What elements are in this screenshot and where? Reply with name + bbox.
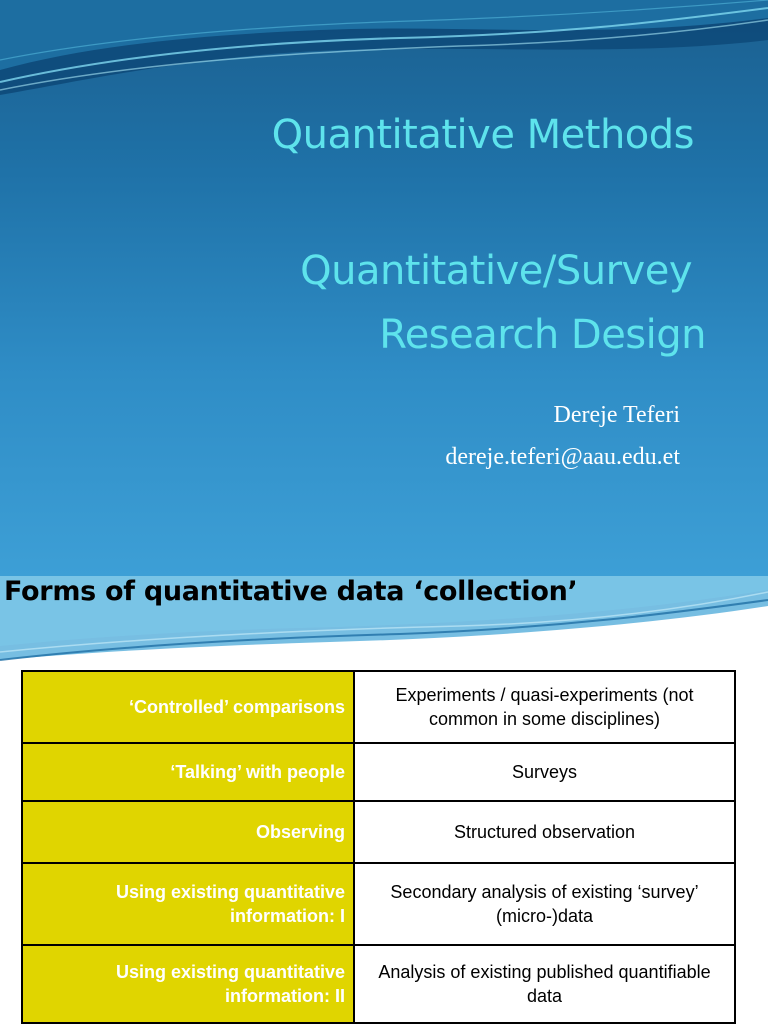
description-cell: Analysis of existing published quantifiable data: [354, 945, 735, 1023]
description-cell: Structured observation: [354, 801, 735, 863]
description-cell: Surveys: [354, 743, 735, 801]
table-row: [22, 671, 735, 743]
table-row: [22, 743, 735, 801]
category-cell: Using existing quantitative information: II: [22, 945, 354, 1023]
collection-forms-table: [21, 670, 736, 1024]
category-cell: Using existing quantitative information: I: [22, 863, 354, 945]
content-slide-title: Forms of quantitative data ‘collection’: [4, 576, 578, 607]
slide-subtitle-line2: Research Design: [379, 312, 706, 358]
table-row: [22, 945, 735, 1023]
author-name: Dereje Teferi: [553, 402, 680, 428]
description-cell: Secondary analysis of existing ‘survey’ (micro-)data: [354, 863, 735, 945]
category-cell: ‘Talking’ with people: [22, 743, 354, 801]
description-cell: Experiments / quasi-experiments (not common in some disciplines): [354, 671, 735, 743]
author-email: dereje.teferi@aau.edu.et: [445, 444, 680, 470]
decorative-wave-top: [0, 0, 768, 110]
category-cell: ‘Controlled’ comparisons: [22, 671, 354, 743]
slide-subtitle-line1: Quantitative/Survey: [300, 248, 692, 294]
table-row: [22, 801, 735, 863]
table-row: [22, 863, 735, 945]
slide-title: Quantitative Methods: [271, 112, 694, 158]
content-slide: [0, 576, 768, 1024]
category-cell: Observing: [22, 801, 354, 863]
